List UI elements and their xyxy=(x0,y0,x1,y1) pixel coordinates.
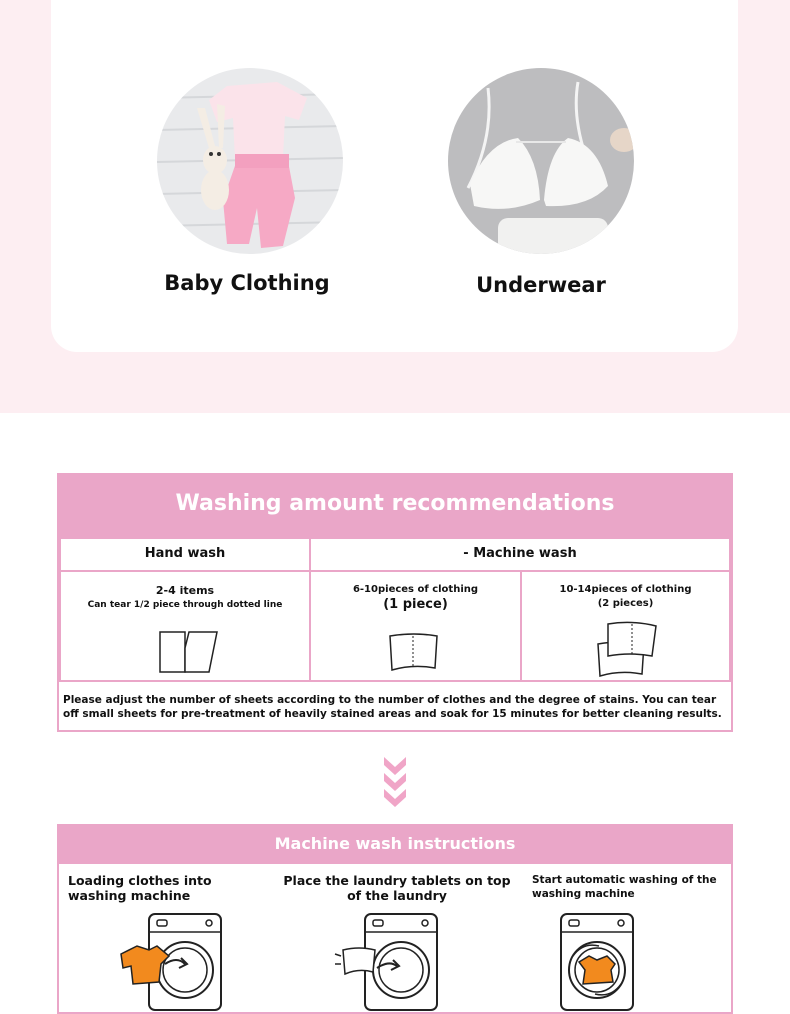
torn-sheet-icon xyxy=(157,628,221,674)
baby-clothing-image xyxy=(157,68,343,254)
machine-wash-instructions xyxy=(57,824,733,1014)
machine-large-count: 10-14pieces of clothing xyxy=(559,584,692,595)
single-sheet-icon xyxy=(387,630,441,674)
hand-wash-amount-cell xyxy=(59,570,311,682)
machine-wash-header xyxy=(309,537,731,572)
machine-wash-header-text: - Machine wash xyxy=(463,546,577,561)
hand-wash-count: 2-4 items xyxy=(155,584,215,597)
baby-clothing-label: Baby Clothing xyxy=(164,271,330,295)
machine-wash-large-cell xyxy=(520,570,731,682)
category-card xyxy=(51,0,738,352)
two-sheets-icon xyxy=(594,620,660,678)
step-2-text: Place the laundry tablets on top of the laundry xyxy=(283,873,511,903)
hand-wash-header-text: Hand wash xyxy=(144,546,226,561)
machine-small-count: 6-10pieces of clothing xyxy=(352,584,479,595)
step-3-text: Start automatic washing of the washing machine xyxy=(532,874,717,900)
washing-machine-tablet-icon xyxy=(331,912,443,1012)
washing-amount-table xyxy=(57,473,733,732)
machine-large-detail: (2 pieces) xyxy=(597,598,654,609)
washing-machine-loading-icon xyxy=(115,912,227,1012)
washing-amount-title: Washing amount recommendations xyxy=(59,475,731,537)
washing-amount-note: Please adjust the number of sheets according to the number of clothes and the degree of stains. You can tear off small sheets for pre-treatment of heavily stained areas and soak for 15 minutes for better cleaning results. xyxy=(63,694,722,720)
washing-machine-running-icon xyxy=(527,912,639,1012)
underwear-label: Underwear xyxy=(476,273,606,297)
hand-wash-header xyxy=(59,537,311,572)
machine-small-detail: (1 piece) xyxy=(383,597,448,612)
step-1-text: Loading clothes into washing machine xyxy=(68,873,212,903)
underwear-image xyxy=(448,68,634,254)
machine-wash-title: Machine wash instructions xyxy=(59,826,731,864)
machine-wash-small-cell xyxy=(309,570,522,682)
hand-wash-detail: Can tear 1/2 piece through dotted line xyxy=(87,600,283,610)
chevron-down-icon xyxy=(380,755,410,811)
